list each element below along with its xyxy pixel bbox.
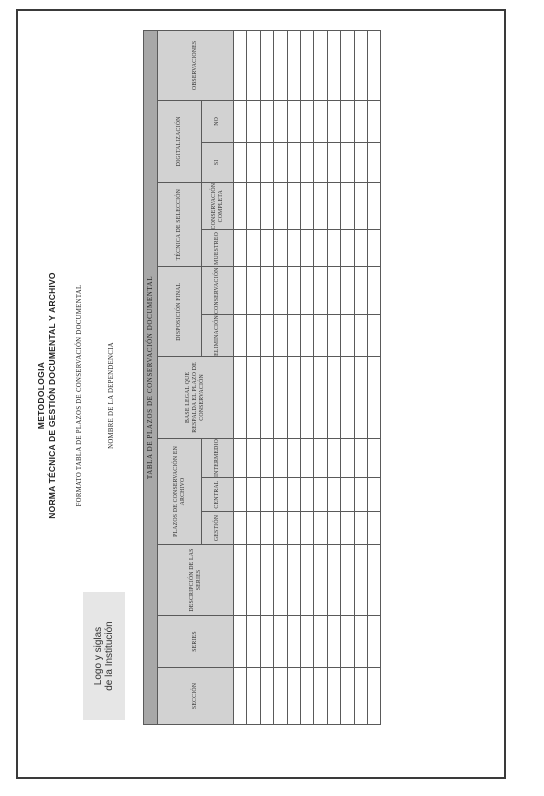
- table-cell: [287, 230, 300, 267]
- table-cell: [314, 100, 327, 142]
- table-cell: [274, 267, 287, 315]
- table-cell: [274, 616, 287, 668]
- table-cell: [247, 142, 260, 182]
- table-cell: [234, 478, 247, 512]
- table-cell: [327, 616, 340, 668]
- table-body: [234, 30, 381, 724]
- table-cell: [314, 616, 327, 668]
- table-cell: [327, 478, 340, 512]
- table-cell: [274, 478, 287, 512]
- table-cell: [234, 100, 247, 142]
- table-row: [287, 30, 300, 724]
- retention-schedule-table: [143, 30, 381, 725]
- table-cell: [354, 30, 367, 100]
- table-cell: [260, 478, 273, 512]
- rotated-form: [28, 23, 424, 768]
- table-cell: [260, 182, 273, 230]
- table-cell: [300, 668, 313, 725]
- table-cell: [327, 182, 340, 230]
- table-title: TABLA DE PLAZOS DE CONSERVACIÓN DOCUMENTAL: [144, 30, 158, 724]
- table-row: [260, 30, 273, 724]
- table-cell: [354, 315, 367, 357]
- table-row: [327, 30, 340, 724]
- table-cell: [341, 142, 354, 182]
- table-cell: [341, 267, 354, 315]
- table-cell: [367, 315, 380, 357]
- norm-title: NORMA TÉCNICA DE GESTIÓN DOCUMENTAL Y ARCHIVO: [47, 272, 57, 519]
- table-cell: [287, 616, 300, 668]
- table-cell: [247, 100, 260, 142]
- logo-placeholder: [83, 592, 125, 720]
- table-cell: [341, 230, 354, 267]
- table-cell: [367, 267, 380, 315]
- table-cell: [234, 616, 247, 668]
- table-cell: [327, 545, 340, 616]
- table-cell: [314, 142, 327, 182]
- group-plazos: PLAZOS DE CONSERVACIÓN EN ARCHIVO: [158, 438, 202, 544]
- table-row: [274, 30, 287, 724]
- table-cell: [314, 315, 327, 357]
- table-cell: [234, 512, 247, 545]
- table-cell: [287, 142, 300, 182]
- table-cell: [274, 30, 287, 100]
- table-cell: [300, 100, 313, 142]
- table-cell: [354, 230, 367, 267]
- table-cell: [247, 356, 260, 438]
- table-cell: [260, 616, 273, 668]
- table-title-row: [144, 30, 158, 724]
- table-cell: [327, 668, 340, 725]
- table-cell: [274, 100, 287, 142]
- table-cell: [260, 230, 273, 267]
- table-cell: [367, 616, 380, 668]
- table-cell: [234, 356, 247, 438]
- methodology-title: METODOLOGIA: [36, 361, 46, 430]
- table-cell: [260, 438, 273, 477]
- col-descripcion: DESCRIPCIÓN DE LAS SERIES: [158, 545, 234, 616]
- col-observaciones: OBSERVACIONES: [158, 30, 234, 100]
- header-row-1: [158, 30, 202, 724]
- col-conservacion: CONSERVACIÓN: [202, 267, 234, 315]
- table-cell: [287, 512, 300, 545]
- table-cell: [287, 438, 300, 477]
- table-cell: [341, 315, 354, 357]
- table-cell: [247, 668, 260, 725]
- dependency-name: NOMBRE DE LA DEPENDENCIA: [108, 342, 115, 449]
- table-cell: [234, 30, 247, 100]
- table-cell: [341, 545, 354, 616]
- format-title: FORMATO TABLA DE PLAZOS DE CONSERVACIÓN DOCUMENTAL: [76, 284, 83, 507]
- table-cell: [260, 545, 273, 616]
- table-cell: [300, 356, 313, 438]
- table-cell: [354, 545, 367, 616]
- table-cell: [327, 267, 340, 315]
- table-cell: [341, 438, 354, 477]
- table-cell: [234, 668, 247, 725]
- table-row: [300, 30, 313, 724]
- table-cell: [354, 616, 367, 668]
- table-cell: [327, 230, 340, 267]
- table-cell: [367, 545, 380, 616]
- table-cell: [300, 545, 313, 616]
- table-row: [234, 30, 247, 724]
- table-cell: [300, 142, 313, 182]
- table-cell: [260, 30, 273, 100]
- table-cell: [260, 142, 273, 182]
- table-cell: [341, 30, 354, 100]
- table-cell: [260, 668, 273, 725]
- col-muestreo: MUESTREO: [202, 230, 234, 267]
- table-cell: [354, 356, 367, 438]
- table-cell: [287, 182, 300, 230]
- table-cell: [274, 545, 287, 616]
- table-cell: [354, 438, 367, 477]
- table-cell: [314, 478, 327, 512]
- col-no: NO: [202, 100, 234, 142]
- table-cell: [300, 230, 313, 267]
- table-cell: [287, 478, 300, 512]
- col-series: SERIES: [158, 616, 234, 668]
- table-cell: [247, 230, 260, 267]
- table-cell: [314, 182, 327, 230]
- table-cell: [354, 668, 367, 725]
- table-cell: [314, 545, 327, 616]
- table-cell: [274, 142, 287, 182]
- table-row: [354, 30, 367, 724]
- table-cell: [341, 512, 354, 545]
- table-cell: [367, 356, 380, 438]
- table-cell: [247, 30, 260, 100]
- table-cell: [314, 512, 327, 545]
- table-cell: [354, 100, 367, 142]
- col-gestion: GESTIÓN: [202, 512, 234, 545]
- table-cell: [247, 267, 260, 315]
- table-cell: [367, 668, 380, 725]
- table-cell: [247, 616, 260, 668]
- table-cell: [367, 478, 380, 512]
- table-cell: [287, 356, 300, 438]
- table-cell: [260, 356, 273, 438]
- table-cell: [327, 512, 340, 545]
- table-cell: [367, 100, 380, 142]
- table-cell: [287, 30, 300, 100]
- table-cell: [247, 478, 260, 512]
- table-cell: [300, 267, 313, 315]
- table-cell: [327, 315, 340, 357]
- table-cell: [234, 315, 247, 357]
- table-cell: [354, 267, 367, 315]
- table-cell: [327, 356, 340, 438]
- table-cell: [234, 545, 247, 616]
- table-cell: [247, 182, 260, 230]
- table-cell: [260, 100, 273, 142]
- table-cell: [341, 100, 354, 142]
- table-cell: [300, 315, 313, 357]
- table-cell: [341, 668, 354, 725]
- table-cell: [287, 267, 300, 315]
- col-intermedio: INTERMEDIO: [202, 438, 234, 477]
- col-si: SI: [202, 142, 234, 182]
- table-cell: [341, 616, 354, 668]
- col-conservacion-completa: CONSERVACIÓN COMPLETA: [202, 182, 234, 230]
- table-cell: [274, 356, 287, 438]
- table-cell: [367, 142, 380, 182]
- col-base-legal: BASE LEGAL QUE RESPALDA EL PLAZO DE CONSERVACIÓN: [158, 356, 234, 438]
- table-cell: [247, 545, 260, 616]
- table-cell: [367, 182, 380, 230]
- table-cell: [367, 30, 380, 100]
- table-cell: [234, 182, 247, 230]
- table-cell: [354, 182, 367, 230]
- table-cell: [260, 315, 273, 357]
- table-cell: [300, 30, 313, 100]
- table-cell: [314, 438, 327, 477]
- table-cell: [327, 100, 340, 142]
- table-cell: [274, 315, 287, 357]
- table-cell: [274, 230, 287, 267]
- table-cell: [300, 616, 313, 668]
- group-digitalizacion: DIGITALIZACIÓN: [158, 100, 202, 182]
- table-row: [314, 30, 327, 724]
- table-cell: [274, 182, 287, 230]
- table-cell: [314, 668, 327, 725]
- table-row: [247, 30, 260, 724]
- col-eliminacion: ELIMINACIÓN: [202, 315, 234, 357]
- table-cell: [260, 512, 273, 545]
- table-cell: [367, 512, 380, 545]
- table-cell: [300, 478, 313, 512]
- table-cell: [341, 478, 354, 512]
- table-cell: [354, 512, 367, 545]
- col-seccion: SECCIÓN: [158, 668, 234, 725]
- table-cell: [314, 230, 327, 267]
- table-row: [367, 30, 380, 724]
- table-cell: [367, 438, 380, 477]
- table-cell: [260, 267, 273, 315]
- table-cell: [327, 142, 340, 182]
- table-cell: [327, 30, 340, 100]
- group-disposicion: DISPOSICIÓN FINAL: [158, 267, 202, 356]
- table-row: [341, 30, 354, 724]
- table-cell: [274, 512, 287, 545]
- table-cell: [314, 267, 327, 315]
- table-cell: [287, 315, 300, 357]
- table-cell: [274, 668, 287, 725]
- table-cell: [300, 438, 313, 477]
- table-cell: [314, 356, 327, 438]
- table-cell: [341, 356, 354, 438]
- table-cell: [247, 438, 260, 477]
- table-cell: [234, 438, 247, 477]
- table-cell: [287, 545, 300, 616]
- table-cell: [234, 230, 247, 267]
- table-cell: [234, 267, 247, 315]
- table-cell: [247, 315, 260, 357]
- table-cell: [314, 30, 327, 100]
- table-cell: [300, 512, 313, 545]
- group-tecnica: TÉCNICA DE SELECCIÓN: [158, 182, 202, 267]
- table-cell: [287, 668, 300, 725]
- col-central: CENTRAL: [202, 478, 234, 512]
- table-cell: [234, 142, 247, 182]
- table-cell: [354, 478, 367, 512]
- table-cell: [327, 438, 340, 477]
- table-cell: [354, 142, 367, 182]
- logo-line-2: de la Institución: [104, 621, 115, 691]
- table-cell: [274, 438, 287, 477]
- table-cell: [300, 182, 313, 230]
- table-cell: [287, 100, 300, 142]
- table-cell: [367, 230, 380, 267]
- table-cell: [247, 512, 260, 545]
- table-cell: [341, 182, 354, 230]
- logo-line-1: Logo y siglas: [93, 626, 104, 686]
